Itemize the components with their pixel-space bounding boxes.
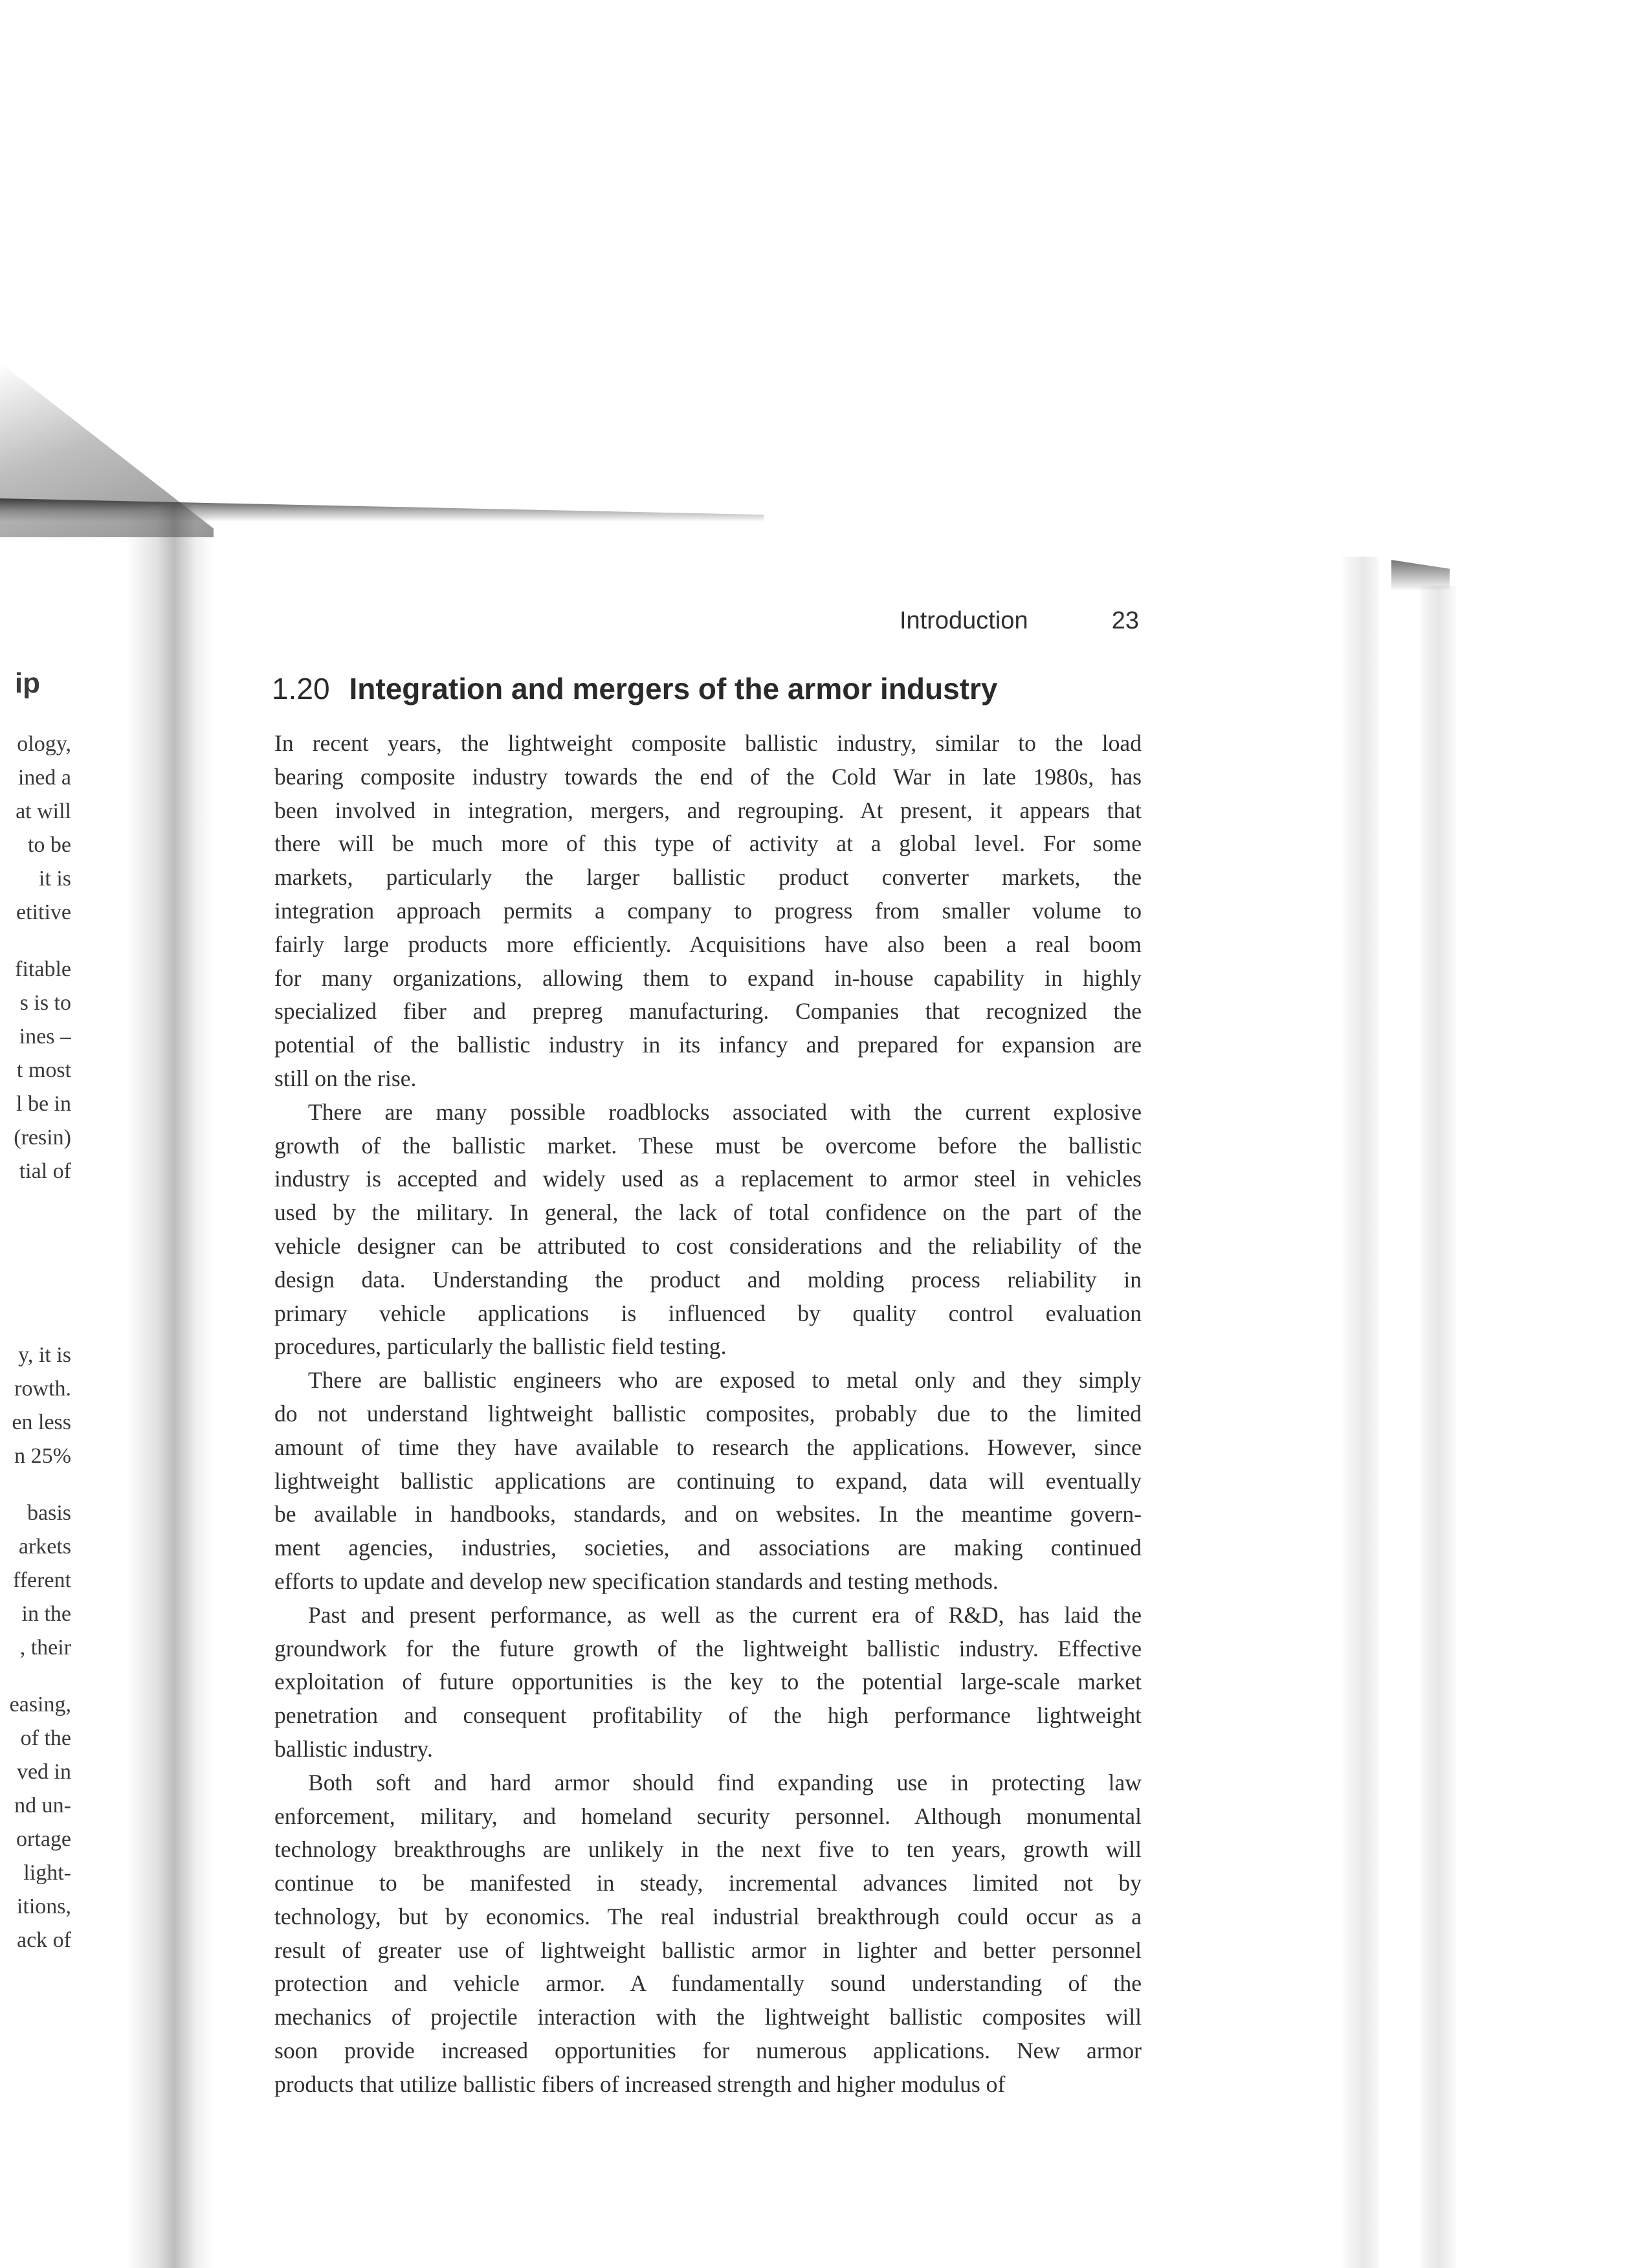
text-line: growth of the ballistic market. These must be overcome before the ballistic <box>274 1132 1142 1159</box>
left-page-line: y, it is <box>18 1343 71 1367</box>
left-page-line: basis <box>27 1501 71 1525</box>
text-line: industry is accepted and widely used as a replacement to armor steel in vehicles <box>274 1166 1142 1192</box>
text-line: lightweight ballistic applications are continuing to expand, data will eventually <box>274 1467 1142 1494</box>
text-line: amount of time they have available to research the applications. However, since <box>274 1434 1142 1460</box>
text-line: technology breakthroughs are unlikely in the next five to ten years, growth will <box>274 1836 1142 1863</box>
left-page-heading-fragment: ip <box>14 667 40 699</box>
left-page-line: ines – <box>19 1025 71 1049</box>
text-line: vehicle designer can be attributed to cost considerations and the reliability of the <box>274 1232 1142 1259</box>
paragraph <box>274 1364 1142 1599</box>
text-line: technology, but by economics. The real industrial breakthrough could occur as a <box>274 1903 1142 1929</box>
section-number: 1.20 <box>272 672 330 706</box>
text-line: groundwork for the future growth of the lightweight ballistic industry. Effective <box>274 1635 1142 1662</box>
left-page-line: (resin) <box>14 1126 71 1150</box>
left-page-line: s is to <box>19 991 71 1015</box>
running-head-title: Introduction <box>900 607 1028 634</box>
group-gap <box>0 929 71 953</box>
left-page-line: at will <box>16 799 71 823</box>
text-line: products that utilize ballistic fibers of increased strength and higher modulus of <box>274 2071 1006 2097</box>
faded-text-gap <box>0 1212 71 1315</box>
left-page-line: in the <box>21 1602 71 1626</box>
text-line: do not understand lightweight ballistic composites, probably due to the limited <box>274 1400 1142 1427</box>
text-line: used by the military. In general, the lack of total confidence on the part of the <box>274 1199 1142 1226</box>
running-head <box>900 607 1139 638</box>
left-page-line: fferent <box>13 1568 71 1592</box>
left-page-line: ortage <box>16 1827 71 1851</box>
text-line: procedures, particularly the ballistic field testing. <box>274 1333 727 1360</box>
group-gap <box>0 1473 71 1496</box>
left-page-line: ved in <box>16 1760 71 1784</box>
left-page-line: ology, <box>17 732 71 756</box>
left-page-line: etitive <box>16 900 71 924</box>
text-line: efforts to update and develop new specification standards and testing methods. <box>274 1568 999 1594</box>
group-gap <box>0 1188 71 1212</box>
text-line: protection and vehicle armor. A fundamentally sound understanding of the <box>274 1970 1142 1997</box>
text-line: exploitation of future opportunities is the key to the potential large-scale market <box>274 1669 1142 1695</box>
text-line: primary vehicle applications is influenced by quality control evaluation <box>274 1300 1142 1326</box>
section-title: Integration and mergers of the armor industry <box>349 672 998 706</box>
group-gap <box>0 1665 71 1688</box>
text-line: be available in handbooks, standards, and on websites. In the meantime govern- <box>274 1501 1142 1528</box>
text-line: integration approach permits a company to progress from smaller volume to <box>274 897 1142 924</box>
text-line: for many organizations, allowing them to expand in-house capability in highly <box>274 964 1142 991</box>
text-line: In recent years, the lightweight composite ballistic industry, similar to the load <box>274 730 1142 756</box>
book-gutter-shadow <box>126 505 214 2268</box>
text-line: markets, particularly the larger ballistic product converter markets, the <box>274 864 1142 891</box>
paragraph <box>274 1599 1142 1766</box>
body-text <box>274 727 1142 2102</box>
left-page-line: itions, <box>16 1895 71 1918</box>
text-line: bearing composite industry towards the end of the Cold War in late 1980s, has <box>274 763 1142 790</box>
text-line: enforcement, military, and homeland security personnel. Although monumental <box>274 1803 1142 1829</box>
text-line: soon provide increased opportunities for numerous applications. New armor <box>274 2038 1142 2064</box>
left-page-text-fragment <box>0 728 71 1957</box>
left-page-line: nd un- <box>14 1794 71 1818</box>
text-line: continue to be manifested in steady, incremental advances limited not by <box>274 1870 1142 1896</box>
section-heading <box>272 671 1152 707</box>
text-line: been involved in integration, mergers, and regrouping. At present, it appears that <box>274 797 1142 823</box>
paragraph <box>274 727 1142 1096</box>
left-page-line: it is <box>38 867 71 891</box>
text-line: there will be much more of this type of activity at a global level. For some <box>274 830 1142 857</box>
left-page-line: tial of <box>19 1159 71 1183</box>
text-line: There are ballistic engineers who are exposed to metal only and they simply <box>308 1367 1142 1394</box>
left-page-line: en less <box>12 1410 71 1434</box>
text-line: There are many possible roadblocks associated with the current explosive <box>308 1098 1142 1125</box>
left-page-line: rowth. <box>14 1377 71 1401</box>
left-page-line: ined a <box>17 766 71 790</box>
text-line: still on the rise. <box>274 1065 417 1091</box>
left-page-line: , their <box>19 1636 71 1660</box>
left-page-line: of the <box>20 1726 71 1750</box>
text-line: penetration and consequent profitability of the high performance lightweight <box>274 1702 1142 1729</box>
text-line: potential of the ballistic industry in its infancy and prepared for expansion are <box>274 1032 1142 1058</box>
left-page-line: to be <box>27 833 71 857</box>
left-page-line: n 25% <box>14 1444 71 1468</box>
text-line: mechanics of projectile interaction with the lightweight ballistic composites will <box>274 2004 1142 2030</box>
paragraph <box>274 1766 1142 2102</box>
book-top-edge <box>0 498 764 522</box>
text-line: Past and present performance, as well as the current era of R&D, has laid the <box>308 1601 1142 1628</box>
text-line: ballistic industry. <box>274 1735 433 1762</box>
left-page-line: arkets <box>18 1535 71 1559</box>
text-line: fairly large products more efficiently. Acquisitions have also been a real boom <box>274 931 1142 957</box>
text-line: ment agencies, industries, societies, and associations are making continued <box>274 1535 1142 1561</box>
left-page-line: easing, <box>9 1693 71 1717</box>
page-stack-strip <box>1420 586 1456 2268</box>
left-page-line: l be in <box>16 1092 71 1116</box>
page-right-edge-shadow <box>1340 557 1378 2268</box>
text-line: specialized fiber and prepreg manufacturing. Companies that recognized the <box>274 998 1142 1025</box>
left-page-line: light- <box>23 1861 71 1885</box>
left-page-line: ack of <box>16 1928 71 1952</box>
text-line: Both soft and hard armor should find expanding use in protecting law <box>308 1769 1142 1796</box>
group-gap <box>0 1315 71 1339</box>
left-page-line: t most <box>16 1058 71 1082</box>
paragraph <box>274 1096 1142 1364</box>
text-line: result of greater use of lightweight ballistic armor in lighter and better personnel <box>274 1937 1142 1963</box>
text-line: design data. Understanding the product and molding process reliability in <box>274 1266 1142 1293</box>
page-number: 23 <box>1111 607 1139 634</box>
left-page-line: fitable <box>15 957 71 981</box>
